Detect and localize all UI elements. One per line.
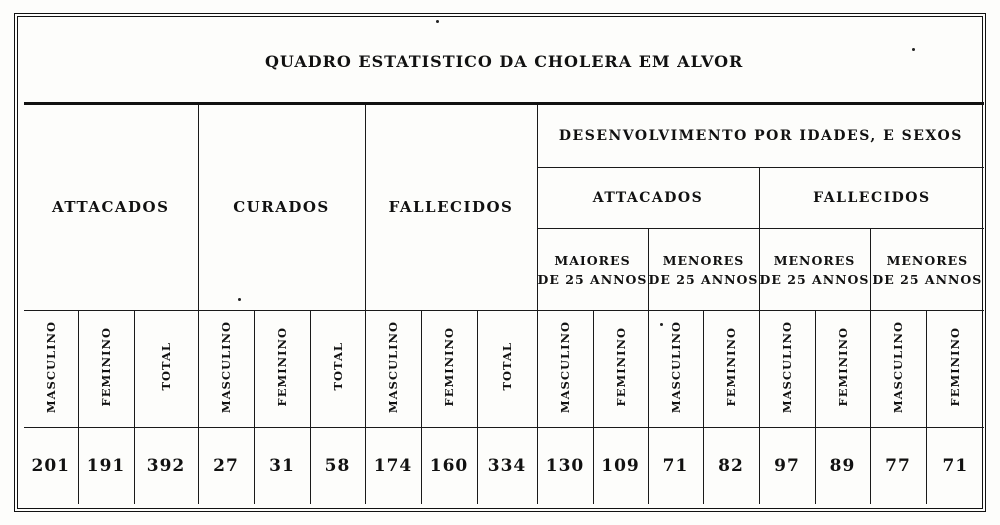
header-desenvolvimento: DESENVOLVIMENTO POR IDADES, E SEXOS bbox=[537, 104, 984, 168]
column-label: FEMININO bbox=[254, 310, 310, 427]
column-label: MASCULINO bbox=[759, 310, 815, 427]
column-label: MASCULINO bbox=[648, 310, 703, 427]
value-cell: 58 bbox=[310, 427, 365, 504]
age-group-header: MENORES DE 25 ANNOS bbox=[759, 229, 870, 310]
value-cell: 71 bbox=[926, 427, 984, 504]
header-fallecidos: FALLECIDOS bbox=[365, 104, 537, 310]
value-cell: 109 bbox=[593, 427, 648, 504]
column-label: TOTAL bbox=[477, 310, 537, 427]
column-label: FEMININO bbox=[78, 310, 134, 427]
header-dev-fallecidos: FALLECIDOS bbox=[759, 168, 984, 229]
value-cell: 82 bbox=[703, 427, 759, 504]
column-label: TOTAL bbox=[134, 310, 198, 427]
age-group-header: MAIORES DE 25 ANNOS bbox=[537, 229, 648, 310]
table-title: QUADRO ESTATISTICO DA CHOLERA EM ALVOR bbox=[24, 20, 984, 104]
value-cell: 160 bbox=[421, 427, 477, 504]
age-group-header: MENORES DE 25 ANNOS bbox=[648, 229, 759, 310]
value-cell: 89 bbox=[815, 427, 870, 504]
column-label: MASCULINO bbox=[870, 310, 926, 427]
value-cell: 191 bbox=[78, 427, 134, 504]
value-cell: 77 bbox=[870, 427, 926, 504]
column-label: MASCULINO bbox=[198, 310, 254, 427]
value-cell: 174 bbox=[365, 427, 421, 504]
header-attacados: ATTACADOS bbox=[24, 104, 198, 310]
column-label: FEMININO bbox=[703, 310, 759, 427]
header-dev-attacados: ATTACADOS bbox=[537, 168, 759, 229]
value-cell: 201 bbox=[24, 427, 78, 504]
column-label: MASCULINO bbox=[537, 310, 593, 427]
value-cell: 130 bbox=[537, 427, 593, 504]
print-speck bbox=[238, 298, 241, 301]
value-cell: 71 bbox=[648, 427, 703, 504]
column-label: MASCULINO bbox=[365, 310, 421, 427]
value-cell: 334 bbox=[477, 427, 537, 504]
print-speck bbox=[436, 20, 439, 23]
column-label: TOTAL bbox=[310, 310, 365, 427]
column-label: FEMININO bbox=[815, 310, 870, 427]
print-speck bbox=[912, 48, 915, 51]
print-speck bbox=[660, 323, 663, 326]
column-label: FEMININO bbox=[926, 310, 984, 427]
age-group-header: MENORES DE 25 ANNOS bbox=[870, 229, 984, 310]
value-cell: 27 bbox=[198, 427, 254, 504]
column-label: FEMININO bbox=[421, 310, 477, 427]
column-label: FEMININO bbox=[593, 310, 648, 427]
header-curados: CURADOS bbox=[198, 104, 365, 310]
value-cell: 97 bbox=[759, 427, 815, 504]
column-label: MASCULINO bbox=[24, 310, 78, 427]
value-cell: 392 bbox=[134, 427, 198, 504]
value-cell: 31 bbox=[254, 427, 310, 504]
cholera-statistics-table bbox=[24, 20, 984, 504]
